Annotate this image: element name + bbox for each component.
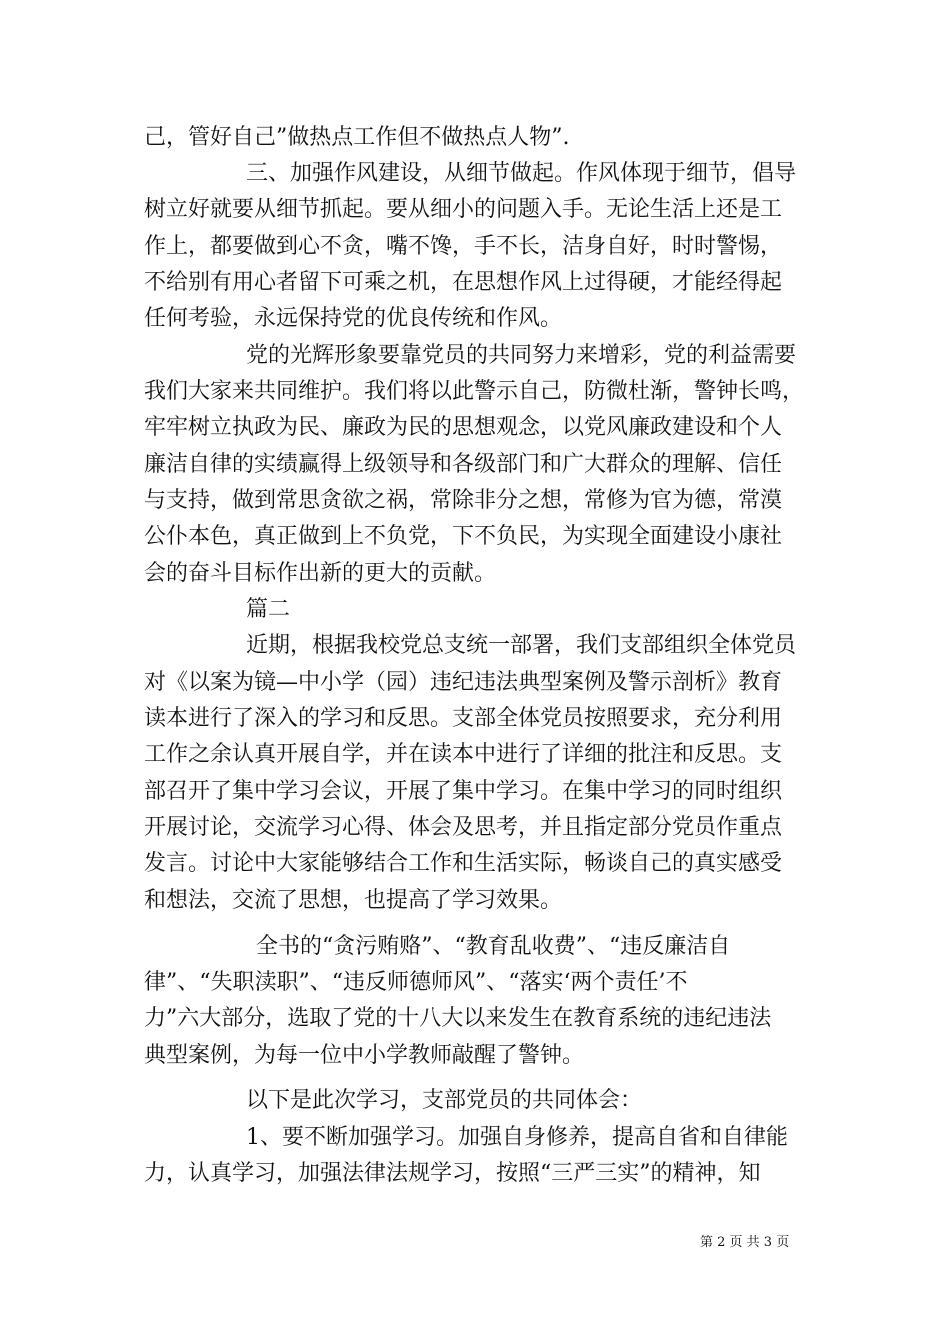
text-line: 廉洁自律的实绩赢得上级领导和各级部门和广大群众的理解、信任 <box>144 452 783 477</box>
text-line: 党的光辉形象要靠党员的共同努力来增彩，党的利益需要 <box>246 343 797 368</box>
text-line: 开展讨论，交流学习心得、体会及思考，并且指定部分党员作重点 <box>144 815 783 840</box>
text-line: 发言。讨论中大家能够结合工作和生活实际，畅谈自己的真实感受 <box>144 851 783 876</box>
text-line: 力，认真学习，加强法律法规学习，按照“三严三实”的精神，知 <box>144 1161 761 1186</box>
page-number-footer: 第 2 页 共 3 页 <box>700 1235 790 1250</box>
text-line: 树立好就要从细节抓起。要从细小的问题入手。无论生活上还是工 <box>144 197 783 222</box>
text-line: 部召开了集中学习会议，开展了集中学习。在集中学习的同时组织 <box>144 779 783 804</box>
text-line: 律”、“失职渎职”、“违反师德师风”、“落实‘两个责任’不 <box>144 970 688 995</box>
text-line: 会的奋斗目标作出新的更大的贡献。 <box>144 561 497 586</box>
text-line: 不给别有用心者留下可乘之机，在思想作风上过得硬，才能经得起 <box>144 270 783 295</box>
text-line: 典型案例，为每一位中小学教师敲醒了警钟。 <box>144 1043 585 1068</box>
section-heading: 篇二 <box>246 597 291 622</box>
text-line: 全书的“贪污贿赂”、“教育乱收费”、“违反廉洁自 <box>256 934 731 959</box>
text-line: 公仆本色，真正做到上不负党，下不负民，为实现全面建设小康社 <box>144 524 783 549</box>
text-line: 1、要不断加强学习。加强自身修养，提高自省和自律能 <box>246 1125 788 1150</box>
text-line: 工作之余认真开展自学，并在读本中进行了详细的批注和反思。支 <box>144 742 783 767</box>
text-line: 与支持，做到常思贪欲之祸，常除非分之想，常修为官为德，常漠 <box>144 488 783 513</box>
text-line: 读本进行了深入的学习和反思。支部全体党员按照要求，充分利用 <box>144 706 783 731</box>
text-line: 以下是此次学习，支部党员的共同体会： <box>246 1088 643 1113</box>
text-line: 牢牢树立执政为民、廉政为民的思想观念，以党风廉政建设和个人 <box>144 415 783 440</box>
text-line: 近期，根据我校党总支统一部署，我们支部组织全体党员 <box>246 633 797 658</box>
text-line: 力”六大部分，选取了党的十八大以来发生在教育系统的违纪违法 <box>144 1006 772 1031</box>
text-line: 作上，都要做到心不贪，嘴不馋，手不长，洁身自好，时时警惕， <box>144 234 783 259</box>
text-line: 任何考验，永远保持党的优良传统和作风。 <box>144 306 563 331</box>
text-line: 三、加强作风建设，从细节做起。作风体现于细节，倡导 <box>246 161 797 186</box>
text-line: 己，管好自己”做热点工作但不做热点人物”. <box>144 125 570 150</box>
text-line: 和想法，交流了思想，也提高了学习效果。 <box>144 888 563 913</box>
text-line: 对《以案为镜—中小学（园）违纪违法典型案例及警示剖析》教育 <box>144 670 783 695</box>
text-line: 我们大家来共同维护。我们将以此警示自己，防微杜渐，警钟长鸣， <box>144 379 805 404</box>
